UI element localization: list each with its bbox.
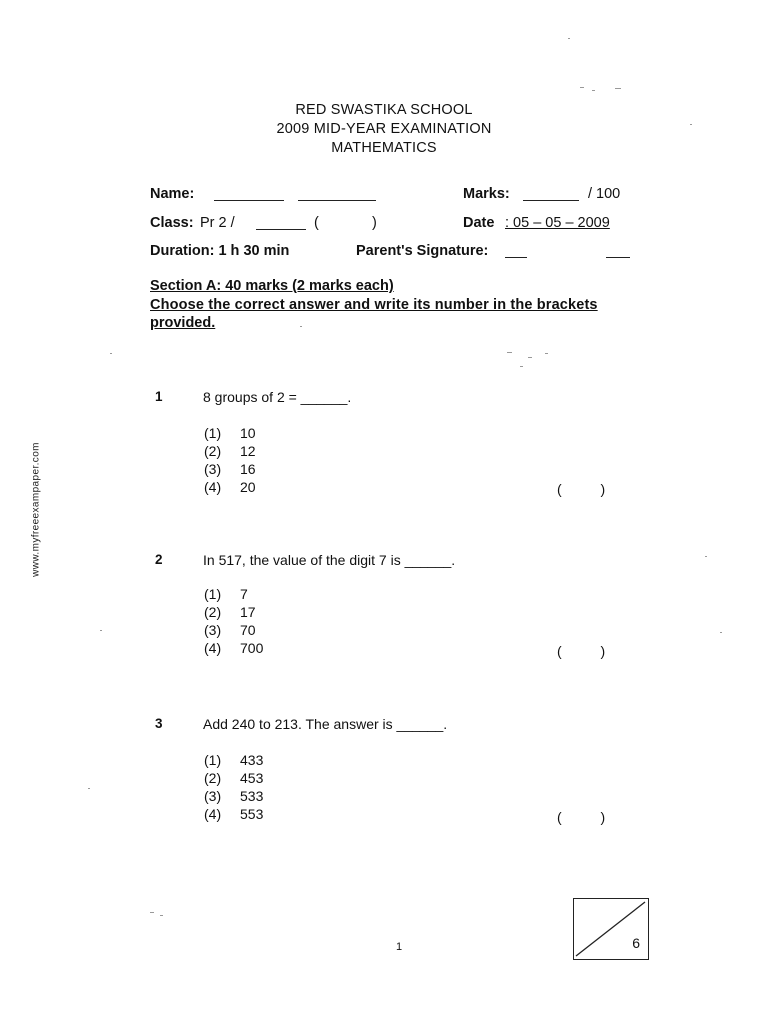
option-value: 17 (240, 604, 256, 620)
option-label: (3) (204, 461, 222, 477)
question-number: 1 (155, 389, 163, 404)
option-3[interactable] (204, 787, 263, 805)
signature-label: Parent's Signature: (356, 243, 489, 259)
class-value: Pr 2 / (200, 215, 235, 231)
class-paren-open: ( (314, 215, 319, 231)
section-title: Section A: 40 marks (2 marks each) (150, 278, 394, 294)
answer-bracket[interactable]: ( ) (557, 481, 606, 497)
option-label: (1) (204, 586, 222, 602)
option-label: (4) (204, 479, 222, 495)
option-value: 700 (240, 640, 264, 656)
option-value: 20 (240, 479, 256, 495)
option-label: (4) (204, 806, 222, 822)
side-watermark: www.myfreeexampaper.com (30, 442, 42, 577)
subject-title: MATHEMATICS (331, 140, 437, 156)
name-blank-2[interactable] (298, 187, 376, 201)
question-number: 3 (155, 716, 163, 731)
option-value: 10 (240, 425, 256, 441)
option-value: 12 (240, 443, 256, 459)
option-value: 16 (240, 461, 256, 477)
marks-label: Marks: (463, 186, 510, 202)
section-instruction-line2: provided. (150, 315, 216, 331)
option-2[interactable] (204, 442, 256, 460)
question-number: 2 (155, 552, 163, 567)
page-number: 1 (396, 941, 403, 953)
question-text: In 517, the value of the digit 7 is ______. (203, 552, 456, 568)
option-value: 7 (240, 586, 248, 602)
signature-blank-2[interactable] (606, 244, 630, 258)
class-label: Class: (150, 215, 194, 231)
option-4[interactable] (204, 805, 263, 823)
date-label: Date (463, 215, 495, 231)
option-label: (2) (204, 443, 222, 459)
option-value: 533 (240, 788, 264, 804)
option-1[interactable] (204, 424, 256, 442)
date-value: : 05 – 05 – 2009 (505, 215, 610, 231)
option-4[interactable] (204, 478, 256, 496)
marks-blank[interactable] (523, 187, 579, 201)
marks-total: / 100 (588, 186, 621, 202)
option-value: 70 (240, 622, 256, 638)
class-paren-close: ) (372, 215, 377, 231)
option-2[interactable] (204, 603, 256, 621)
option-label: (2) (204, 770, 222, 786)
duration-label: Duration: 1 h 30 min (150, 243, 290, 259)
name-blank-1[interactable] (214, 187, 284, 201)
option-value: 553 (240, 806, 264, 822)
class-blank[interactable] (256, 216, 306, 230)
question-text: 8 groups of 2 = ______. (203, 389, 352, 405)
score-box-value: 6 (632, 935, 640, 951)
option-3[interactable] (204, 460, 256, 478)
option-label: (1) (204, 425, 222, 441)
option-label: (2) (204, 604, 222, 620)
school-name: RED SWASTIKA SCHOOL (295, 102, 473, 118)
option-value: 453 (240, 770, 264, 786)
section-instruction-line1: Choose the correct answer and write its number in the brackets (150, 297, 598, 313)
score-box (573, 898, 649, 960)
option-1[interactable] (204, 585, 248, 603)
option-label: (3) (204, 788, 222, 804)
name-label: Name: (150, 186, 195, 202)
exam-title: 2009 MID-YEAR EXAMINATION (276, 121, 492, 137)
option-label: (3) (204, 622, 222, 638)
signature-blank-1[interactable] (505, 244, 527, 258)
option-label: (4) (204, 640, 222, 656)
option-4[interactable] (204, 639, 263, 657)
option-1[interactable] (204, 751, 263, 769)
question-text: Add 240 to 213. The answer is ______. (203, 716, 448, 732)
answer-bracket[interactable]: ( ) (557, 809, 606, 825)
option-2[interactable] (204, 769, 263, 787)
option-3[interactable] (204, 621, 256, 639)
answer-bracket[interactable]: ( ) (557, 643, 606, 659)
option-value: 433 (240, 752, 264, 768)
option-label: (1) (204, 752, 222, 768)
